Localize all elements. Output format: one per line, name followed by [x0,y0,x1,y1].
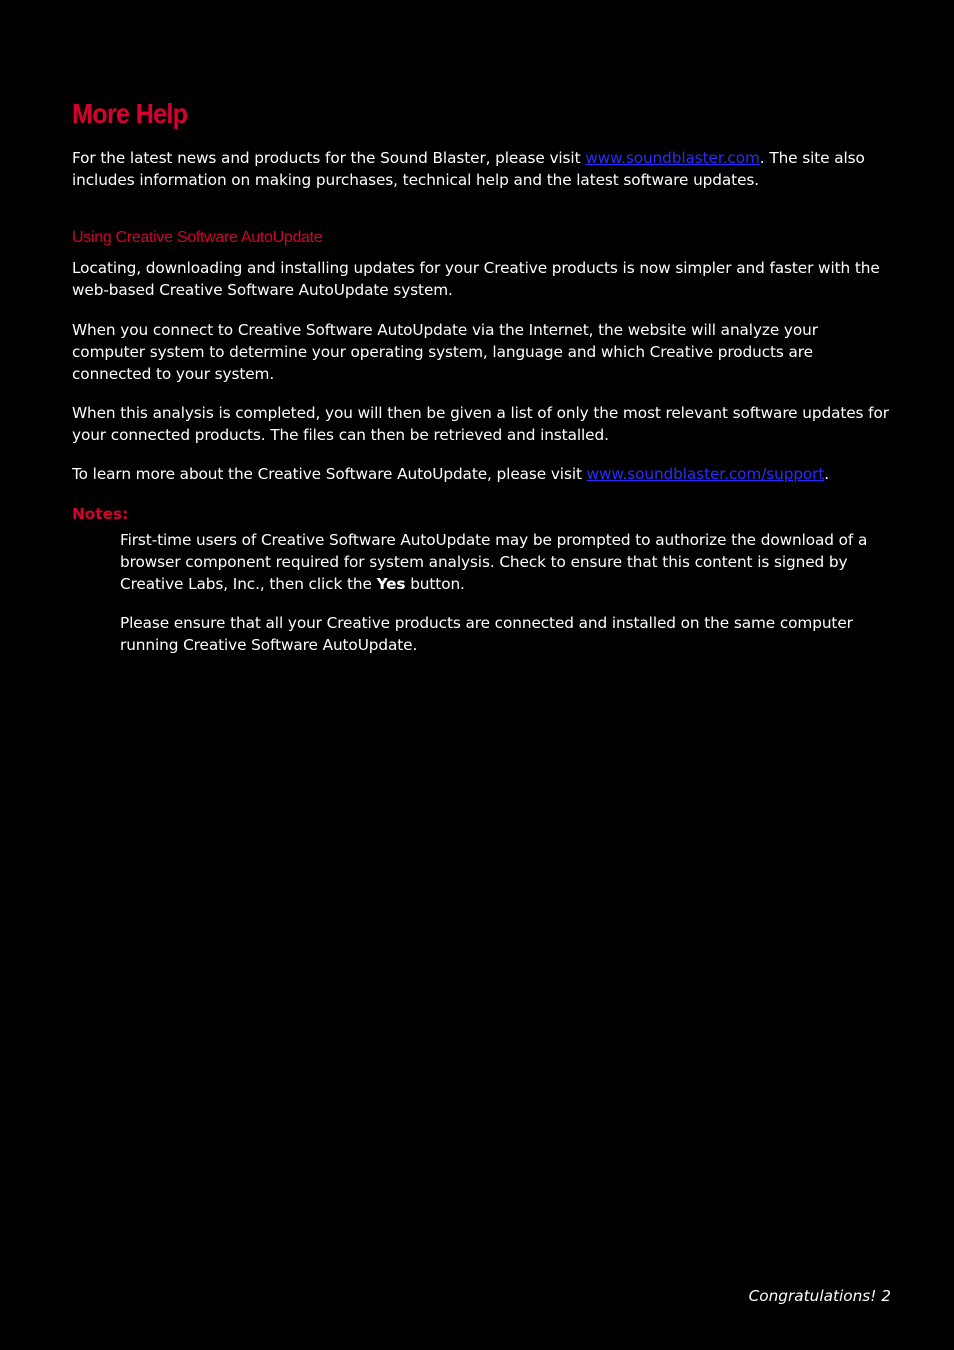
intro-text-end: . The site also includes information on making purchases, technical help and the latest software updates. [72,149,865,189]
intro-text-start: For the latest news and products for the Sound Blaster, please visit [72,149,586,167]
autoupdate-paragraph-2: When you connect to Creative Software AutoUpdate via the Internet, the website will analyze your computer system to determine your operating system, language and which Creative products are connected to your system. [72,321,818,383]
note-1-text-start: First-time users of Creative Software AutoUpdate may be prompted to authorize the download of a browser component required for system analysis. Check to ensure that this content is signed by Creative Labs, Inc., then click the [120,531,868,593]
autoupdate-heading: Using Creative Software AutoUpdate [72,229,323,246]
note-1-text-end: button. [405,574,465,593]
notes-heading: Notes: [72,505,129,523]
learn-more-paragraph [72,464,892,486]
page-footer: Congratulations! 2 [748,1287,891,1305]
note-2: Please ensure that all your Creative products are connected and installed on the same computer running Creative Software AutoUpdate. [120,614,853,654]
autoupdate-paragraph-1: Locating, downloading and installing updates for your Creative products is now simpler and faster with the web-based Creative Software AutoUpdate system. [72,259,880,299]
soundblaster-link[interactable]: www.soundblaster.com [585,149,760,167]
intro-paragraph [72,148,892,192]
learn-more-text-start: To learn more about the Creative Software AutoUpdate, please visit [72,465,587,483]
note-1 [120,530,892,595]
support-link[interactable]: www.soundblaster.com/support [586,465,825,483]
autoupdate-paragraph-3: When this analysis is completed, you will then be given a list of only the most relevant software updates for your connected products. The files can then be retrieved and installed. [72,404,889,444]
learn-more-text-end: . [824,465,830,483]
page-title: More Help [72,98,188,129]
yes-button-label: Yes [376,574,406,593]
